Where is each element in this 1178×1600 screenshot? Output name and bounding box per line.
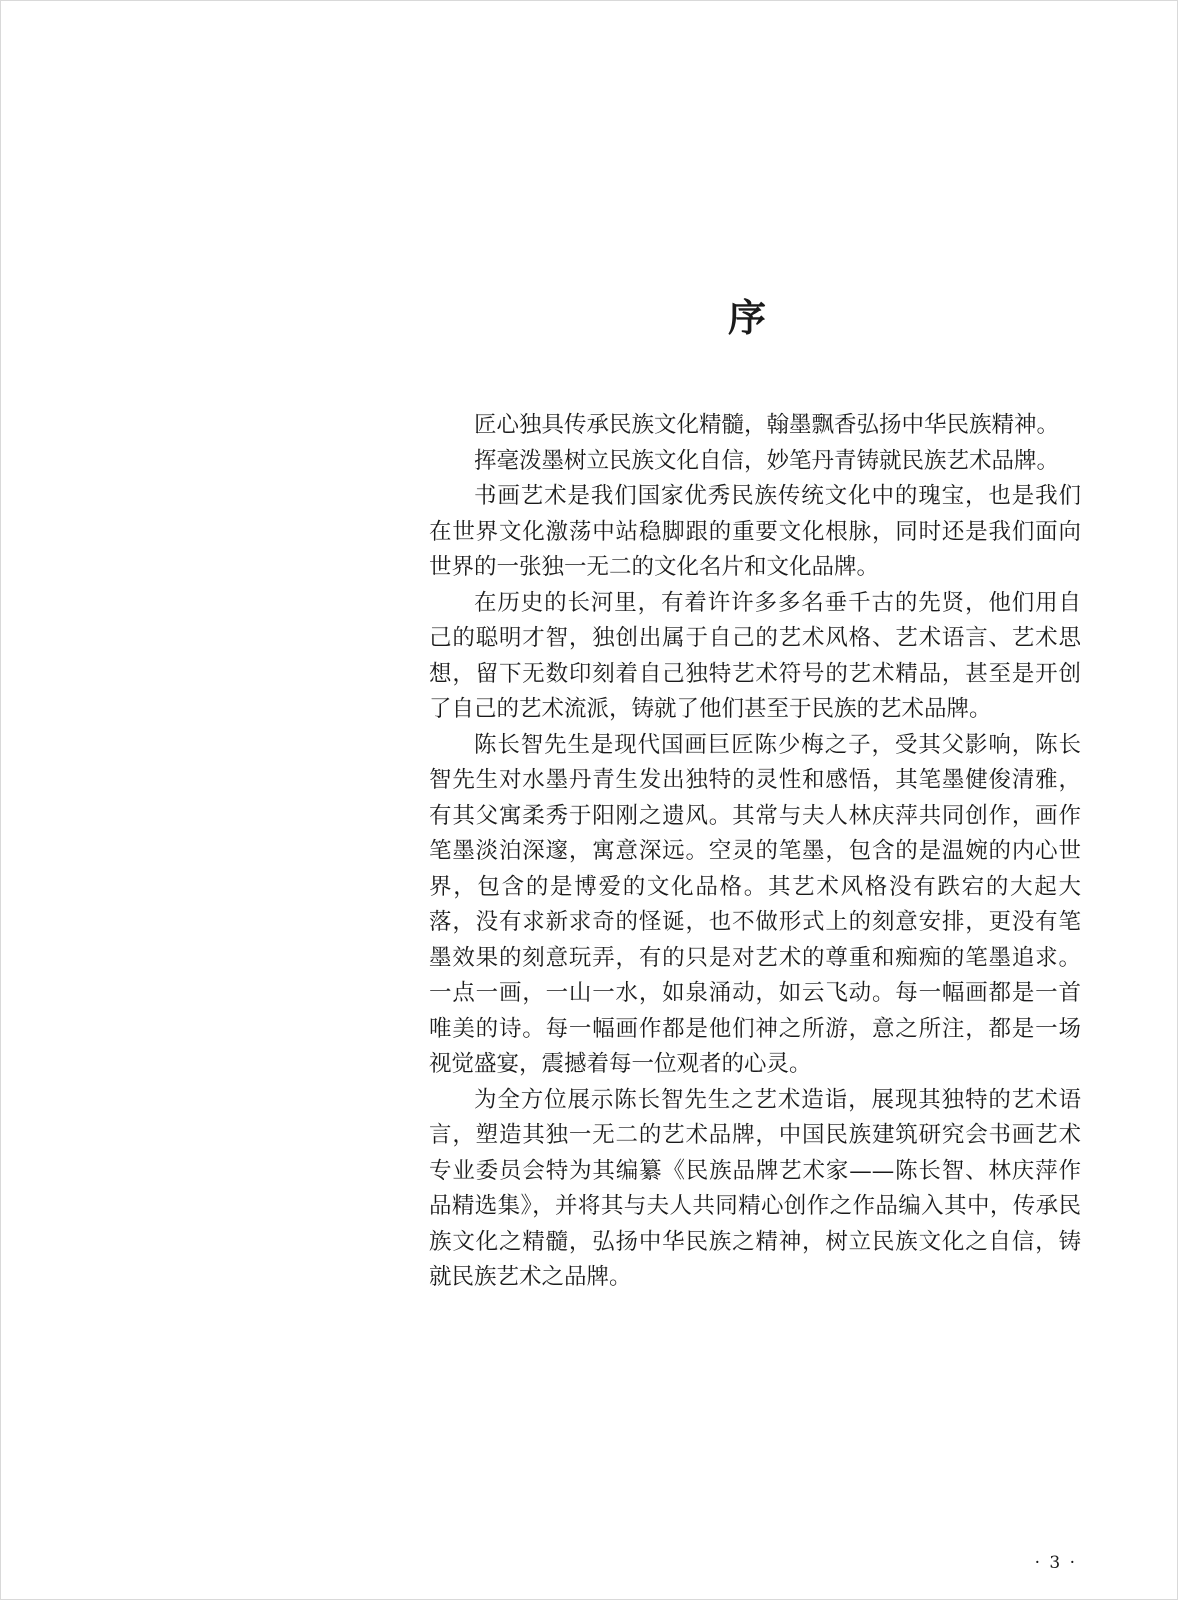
paragraph: 匠心独具传承民族文化精髓，翰墨飘香弘扬中华民族精神。 [474,412,1060,438]
paragraph: 书画艺术是我们国家优秀民族传统文化中的瑰宝，也是我们在世界文化激荡中站稳脚跟的重要文化根脉，同时还是我们面向世界的一张独一无二的文化名片和文化品牌。 [429,483,1081,580]
paragraph: 挥毫泼墨树立民族文化自信，妙笔丹青铸就民族艺术品牌。 [474,447,1060,474]
page-number: · 3 · [1034,1553,1077,1573]
preface-body [429,408,1081,1296]
paragraph: 为全方位展示陈长智先生之艺术造诣，展现其独特的艺术语言，塑造其独一无二的艺术品牌，中国民族建筑研究会书画艺术专业委员会特为其编纂《民族品牌艺术家——陈长智、林庆萍作品精选集》，并将其与夫人共同精心创作之作品编入其中，传承民族文化之精髓，弘扬中华民族之精神，树立民族文化之自信，铸就民族艺术之品牌。 [429,1086,1081,1290]
paragraph: 陈长智先生是现代国画巨匠陈少梅之子，受其父影响，陈长智先生对水墨丹青生发出独特的灵性和感悟，其笔墨健俊清雅，有其父寓柔秀于阳刚之遗风。其常与夫人林庆萍共同创作，画作笔墨淡泊深邃，寓意深远。空灵的笔墨，包含的是温婉的内心世界，包含的是博爱的文化品格。其艺术风格没有跌宕的大起大落，没有求新求奇的怪诞，也不做形式上的刻意安排，更没有笔墨效果的刻意玩弄，有的只是对艺术的尊重和痴痴的笔墨追求。一点一画，一山一水，如泉涌动，如云飞动。每一幅画都是一首唯美的诗。每一幅画作都是他们神之所游，意之所注，都是一场视觉盛宴，震撼着每一位观者的心灵。 [429,731,1081,1077]
paragraph: 在历史的长河里，有着许许多多名垂千古的先贤，他们用自己的聪明才智，独创出属于自己的艺术风格、艺术语言、艺术思想，留下无数印刻着自己独特艺术符号的艺术精品，甚至是开创了自己的艺术流派，铸就了他们甚至于民族的艺术品牌。 [429,589,1081,722]
page-title: 序 [727,295,768,340]
